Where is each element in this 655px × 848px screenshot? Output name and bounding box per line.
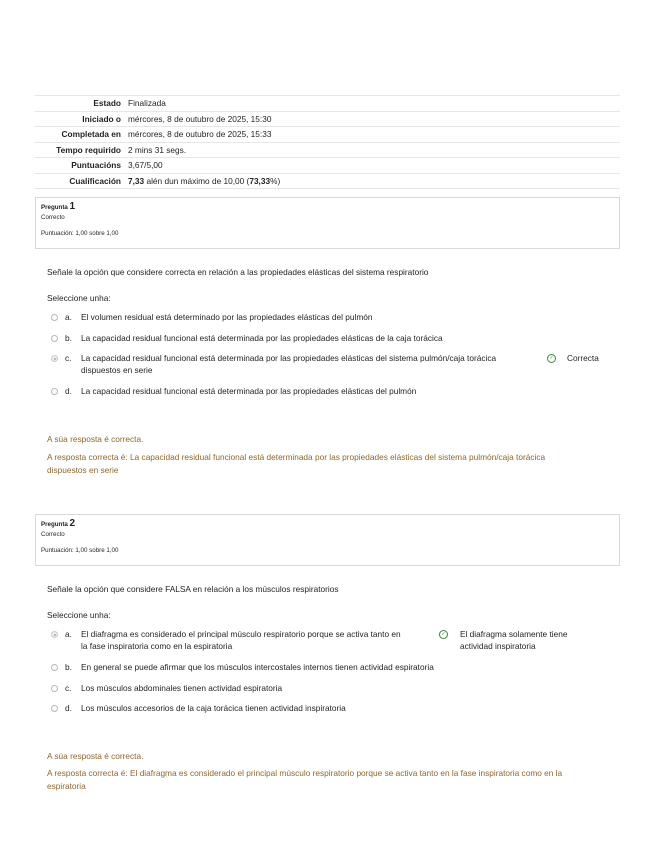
radio-button[interactable] (51, 705, 58, 712)
summary-value: Finalizada (128, 96, 620, 112)
summary-value: 3,67/5,00 (128, 158, 620, 174)
summary-row-state (35, 96, 620, 112)
question-grade: Puntuación: 1,00 sobre 1,00 (41, 230, 119, 237)
answer-text: En general se puede afirmar que los músculos intercostales internos tienen actividad espiratoria (81, 662, 434, 672)
summary-label: Puntuacións (35, 158, 128, 174)
summary-value: mércores, 8 de outubro de 2025, 15:33 (128, 127, 620, 143)
summary-row-time-taken (35, 142, 620, 158)
question-1-info (35, 197, 620, 249)
question-prefix: Pregunta (41, 204, 70, 211)
question-number-value: 2 (69, 518, 76, 529)
answer-feedback (460, 629, 600, 652)
answer-text: La capacidad residual funcional está determinada por las propiedades elásticas de la caja torácica (81, 333, 443, 343)
question-prefix: Pregunta (41, 521, 70, 528)
answer-text-line: dispuestos en serie (81, 364, 153, 375)
answer-option-q2-a[interactable] (51, 629, 611, 653)
radio-button[interactable] (51, 335, 58, 342)
right-answer-line: A resposta correcta é: El diafragma es considerado el principal músculo respiratorio porque se activa tanto en la fase inspiratoria como en la (47, 768, 563, 778)
answer-text: El volumen residual está determinado por las propiedades elásticas del pulmón (81, 312, 373, 322)
radio-button-selected[interactable] (51, 355, 58, 362)
answer-feedback-line: El diafragma solamente tiene (460, 629, 568, 639)
summary-row-completed (35, 127, 620, 143)
question-state: Correcto (41, 531, 65, 538)
question-state: Correcto (41, 214, 65, 221)
answer-option-q1-c[interactable] (51, 353, 611, 377)
answer-text-line: El diafragma es considerado el principal músculo respiratorio porque se activa tanto en (81, 629, 401, 639)
answer-feedback: Correcta (567, 353, 599, 363)
summary-row-started (35, 111, 620, 127)
right-answer-line: espiratoria (47, 780, 86, 791)
right-answer-line: A resposta correcta é: La capacidad residual funcional está determinada por las propiedades elásticas del sistema pulmón/caja torácica (47, 452, 546, 462)
summary-value: mércores, 8 de outubro de 2025, 15:30 (128, 111, 620, 127)
question-2-text: Señale la opción que considere FALSA en relación a los músculos respiratorios (47, 584, 339, 594)
question-grade: Puntuación: 1,00 sobre 1,00 (41, 547, 119, 554)
answer-text: La capacidad residual funcional está determinada por las propiedades elásticas del pulmón (81, 386, 417, 396)
question-2-right-answer (47, 767, 617, 792)
grade-max-text: alén dun máximo de 10,00 ( (144, 175, 250, 186)
question-2-feedback: A súa resposta é correcta. (47, 751, 144, 761)
radio-button[interactable] (51, 388, 58, 395)
question-2-prompt: Seleccione unha: (47, 610, 111, 620)
grade-percent: 73,33 (249, 175, 271, 186)
answer-text-line: la fase inspiratoria como en la espiratoria (81, 640, 233, 651)
question-1-right-answer (47, 451, 617, 476)
summary-label: Tempo requirido (35, 142, 128, 158)
question-1-text: Señale la opción que considere correcta en relación a las propiedades elásticas del sistema respiratorio (47, 267, 429, 277)
answer-text: Los músculos abdominales tienen actividad espiratoria (81, 683, 283, 693)
question-2-info (35, 514, 620, 566)
answer-label: c. (65, 683, 72, 693)
answer-label: b. (65, 333, 72, 343)
answer-text: Los músculos accesorios de la caja torácica tienen actividad inspiratoria (81, 703, 346, 713)
right-answer-line: dispuestos en serie (47, 464, 119, 475)
answer-label: d. (65, 703, 72, 713)
question-1-prompt: Seleccione unha: (47, 293, 111, 303)
question-number (41, 519, 614, 530)
summary-label: Completada en (35, 127, 128, 143)
question-number (41, 202, 614, 213)
grade-value: 7,33 (128, 175, 145, 186)
grade-percent-suffix: %) (270, 175, 281, 186)
answer-label: a. (65, 312, 72, 322)
check-circle-icon: ✓ (439, 630, 448, 639)
answer-text (81, 353, 541, 376)
answer-label: d. (65, 386, 72, 396)
question-1-feedback: A súa resposta é correcta. (47, 434, 144, 444)
check-circle-icon: ✓ (547, 354, 556, 363)
radio-button[interactable] (51, 664, 58, 671)
summary-label: Cualificación (35, 173, 128, 189)
summary-row-marks (35, 158, 620, 174)
question-number-value: 1 (69, 201, 76, 212)
summary-value (128, 173, 620, 189)
answer-text (81, 629, 441, 652)
attempt-summary-table (35, 95, 620, 189)
radio-button[interactable] (51, 314, 58, 321)
radio-button[interactable] (51, 685, 58, 692)
answer-feedback-line: actividad inspiratoria (460, 640, 536, 651)
radio-button-selected[interactable] (51, 631, 58, 638)
summary-label: Estado (35, 96, 128, 112)
answer-label: a. (65, 629, 72, 639)
summary-label: Iniciado o (35, 111, 128, 127)
summary-value: 2 mins 31 segs. (128, 142, 620, 158)
answer-text-line: La capacidad residual funcional está determinada por las propiedades elásticas del sistema pulmón/caja torácica (81, 353, 497, 363)
answer-label: c. (65, 353, 72, 363)
summary-row-grade (35, 173, 620, 189)
answer-label: b. (65, 662, 72, 672)
